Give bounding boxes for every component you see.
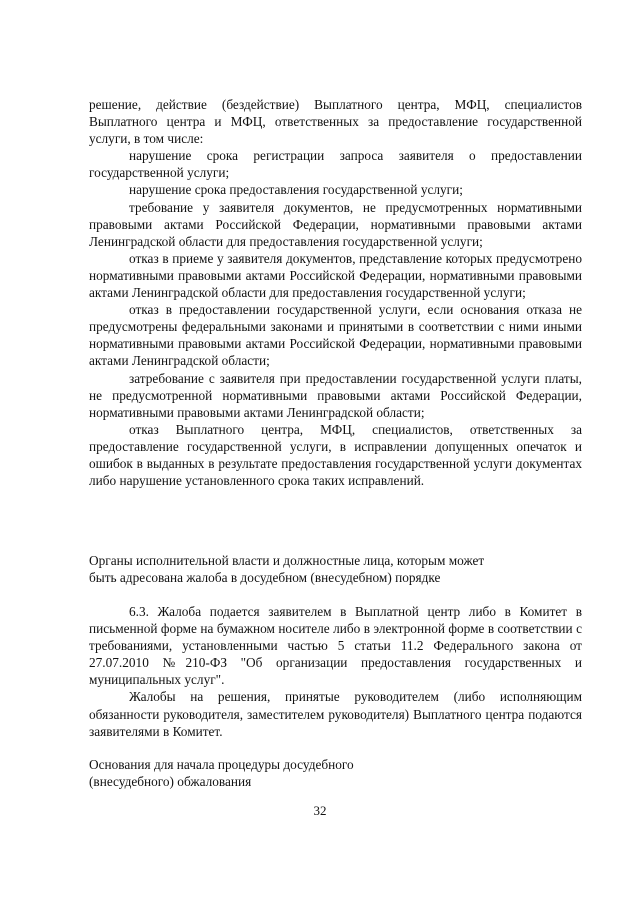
paragraph-registration-violation: нарушение срока регистрации запроса заявителя о предоставлении государственной услуги; — [89, 148, 582, 181]
paragraph-correction-refusal: отказ Выплатного центра, МФЦ, специалистов, ответственных за предоставление государственной услуги, в исправлении допущенных опечаток и ошибок в выданных в результате предоставления государственной услуги документах либо нарушение установленного срока таких исправлений. — [89, 421, 582, 489]
section-heading-grounds — [89, 756, 582, 790]
heading-line: Основания для начала процедуры досудебного — [89, 757, 354, 772]
paragraph-refusal-acceptance: отказ в приеме у заявителя документов, представление которых предусмотрено нормативными правовыми актами Российской Федерации, нормативными правовыми актами Ленинградской области для предоставления государственной услуги; — [89, 250, 582, 301]
complaint-subjects-block — [89, 96, 582, 489]
paragraph-6-3: 6.3. Жалоба подается заявителем в Выплатной центр либо в Комитет в письменной форме на бумажном носителе либо в электронной форме в соответствии с требованиями, установленными частью 5 статьи 11.2 Федерального закона от 27.07.2010 №210-ФЗ "Об организации предоставления государственных и муниципальных услуг". — [89, 604, 582, 688]
paragraph-refusal-service: отказ в предоставлении государственной услуги, если основания отказа не предусмотрены федеральными законами и принятыми в соответствии с ними иными нормативными правовыми актами Российской Федерации, нормативными правовыми актами Ленинградской области; — [89, 302, 582, 369]
heading-line: (внесудебного) обжалования — [89, 774, 252, 790]
heading-line: быть адресована жалоба в досудебном (внесудебном) порядке — [89, 570, 441, 586]
paragraph-head-complaints: Жалобы на решения, принятые руководителем (либо исполняющим обязанности руководителя, заместителем руководителя) Выплатного центра подаются заявителями в Комитет. — [89, 689, 582, 739]
complaint-filing-block — [89, 603, 582, 740]
section-heading-authorities — [89, 552, 582, 586]
paragraph-documents-requirement: требование у заявителя документов, не предусмотренных нормативными правовыми актами Российской Федерации, нормативными правовыми актами Ленинградской области для предоставления государственной услуги; — [89, 199, 582, 249]
heading-line: Органы исполнительной власти и должностные лица, которым может — [89, 553, 485, 568]
page-number: 32 — [313, 803, 327, 818]
paragraph-term-violation: нарушение срока предоставления государственной услуги; — [129, 182, 463, 198]
paragraph-fee-demand: затребование с заявителя при предоставлении государственной услуги платы, не предусмотренной нормативными правовыми актами Российской Федерации, нормативными правовыми актами Ленинградской области; — [89, 370, 582, 420]
paragraph-intro: решение, действие (бездействие) Выплатного центра, МФЦ, специалистов Выплатного центра и МФЦ, ответственных за предоставление государственной услуги, в том числе: — [89, 97, 582, 147]
